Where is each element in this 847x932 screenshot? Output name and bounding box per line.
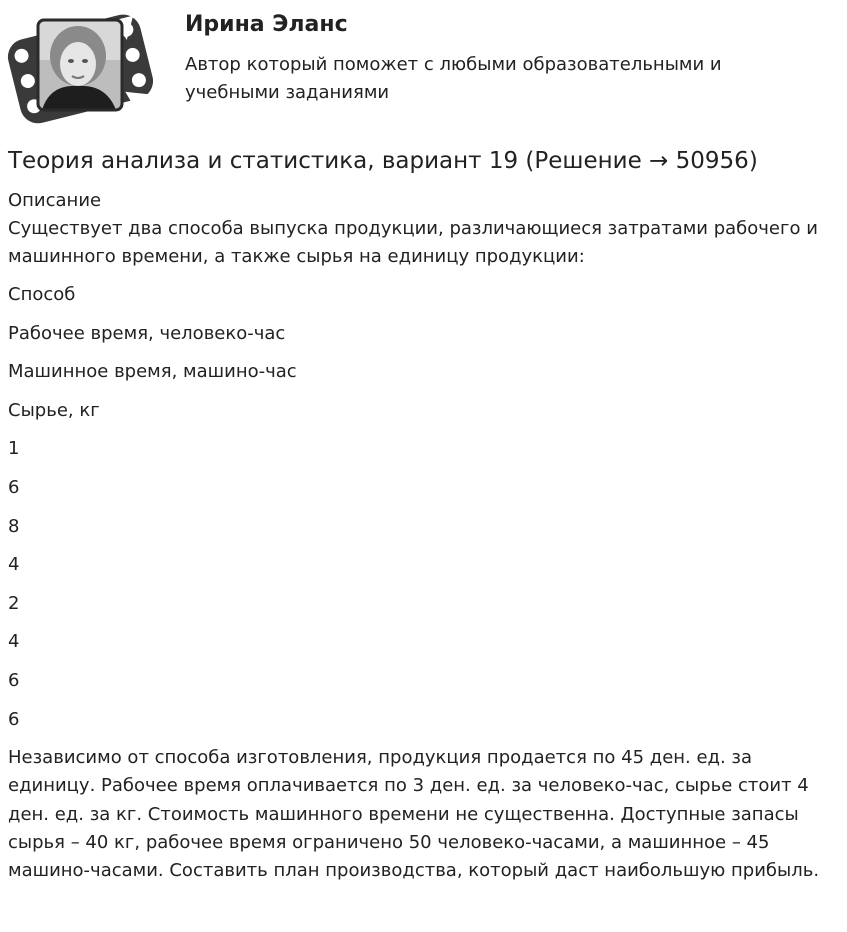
page-title: Теория анализа и статистика, вариант 19 (Решение → 50956) (8, 148, 758, 174)
table-cell: 6 (8, 669, 20, 691)
table-cell: Способ (8, 284, 76, 305)
table-cell: 4 (8, 554, 20, 576)
description-section (8, 187, 840, 886)
table-cell: Сырье, кг (8, 399, 100, 421)
author-description: Автор который поможет с любыми образовательными и учебными заданиями (185, 54, 722, 103)
table-cell: Рабочее время, человеко-час (8, 322, 286, 344)
author-name[interactable]: Ирина Эланс (185, 12, 348, 37)
conditions-paragraph: Независимо от способа изготовления, продукция продается по 45 ден. ед. за единицу. Рабочее время оплачивается по 3 ден. ед. за человеко-час, сырье стоит 4 ден. ед. за кг. Стоимость машинного времени не существенна. Доступные запасы сырья – 40 кг, рабочее время ограничено 50 человеко-часами, а машинное – 45 машино-часами. Составить план производства, который даст наибольшую прибыль. (8, 747, 820, 882)
table-cell: Машинное время, машино-час (8, 361, 297, 383)
production-table (8, 281, 840, 734)
section-label: Описание (8, 190, 102, 211)
table-cell: 6 (8, 476, 20, 498)
table-cell: 8 (8, 515, 20, 537)
table-cell: 1 (8, 438, 20, 460)
table-cell: 6 (8, 708, 20, 730)
author-block (0, 0, 847, 140)
intro-paragraph: Существует два способа выпуска продукции, различающиеся затратами рабочего и машинного времени, а также сырья на единицу продукции: (8, 218, 818, 267)
table-cell: 4 (8, 631, 20, 653)
table-cell: 2 (8, 592, 20, 614)
author-avatar[interactable] (6, 6, 154, 128)
